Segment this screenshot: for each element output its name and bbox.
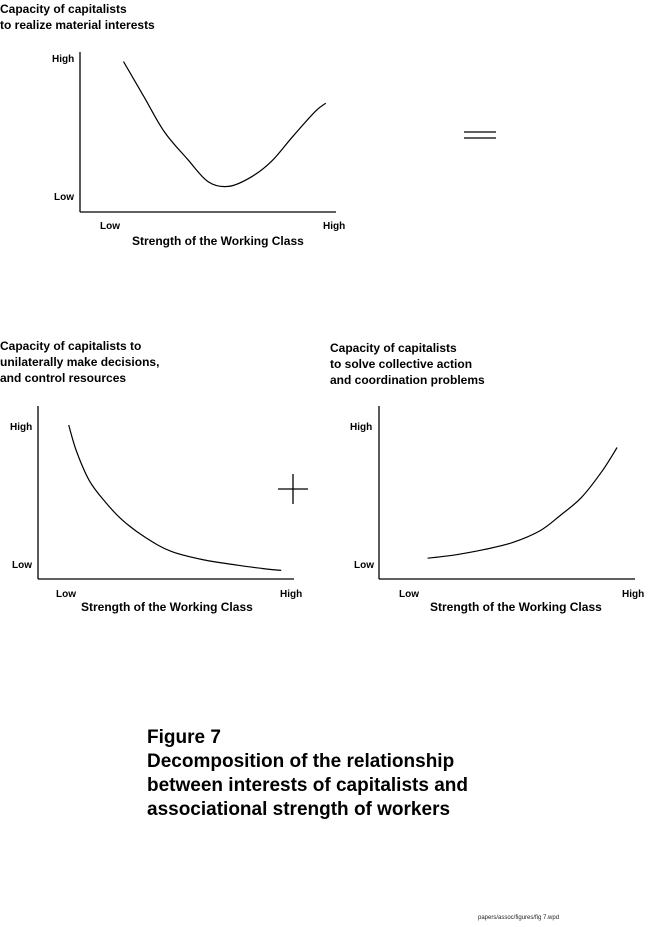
chart-1-y-low-label: Low (54, 192, 74, 203)
chart-1-title: Capacity of capitalists to realize material interests (0, 2, 155, 32)
plus-sign-icon (276, 472, 310, 506)
chart-3-x-axis-label: Strength of the Working Class (430, 600, 602, 614)
chart-1-y-high-label: High (52, 54, 75, 65)
chart-3-x-low-label: Low (399, 589, 419, 600)
figure-caption: Decomposition of the relationship between interests of capitalists and associational strength of workers (147, 751, 468, 820)
chart-2-title: Capacity of capitalists to unilaterally make decisions, and control resources (0, 339, 160, 385)
chart-1-x-axis-label: Strength of the Working Class (132, 234, 304, 248)
footer-path: papers/assoc/figures/fig 7.wpd (478, 915, 560, 921)
chart-2-x-high-label: High (280, 589, 303, 600)
chart-3-title: Capacity of capitalists to solve collective action and coordination problems (330, 341, 485, 387)
chart-2-x-low-label: Low (56, 589, 76, 600)
chart-3-y-low-label: Low (354, 560, 374, 571)
chart-1-x-low-label: Low (100, 221, 120, 232)
chart-3 (379, 406, 635, 579)
chart-3-y-high-label: High (350, 422, 373, 433)
equals-sign-icon (462, 128, 498, 142)
chart-3-x-high-label: High (622, 589, 645, 600)
chart-2-x-axis-label: Strength of the Working Class (81, 600, 253, 614)
chart-1-curve (124, 62, 326, 187)
chart-1 (80, 52, 336, 212)
chart-1-x-high-label: High (323, 221, 346, 232)
chart-2-curve (69, 425, 282, 570)
chart-3-curve (428, 448, 617, 559)
chart-2-y-low-label: Low (12, 560, 32, 571)
chart-2-y-high-label: High (10, 422, 33, 433)
chart-2 (38, 406, 294, 579)
figure-number: Figure 7 (147, 727, 221, 748)
